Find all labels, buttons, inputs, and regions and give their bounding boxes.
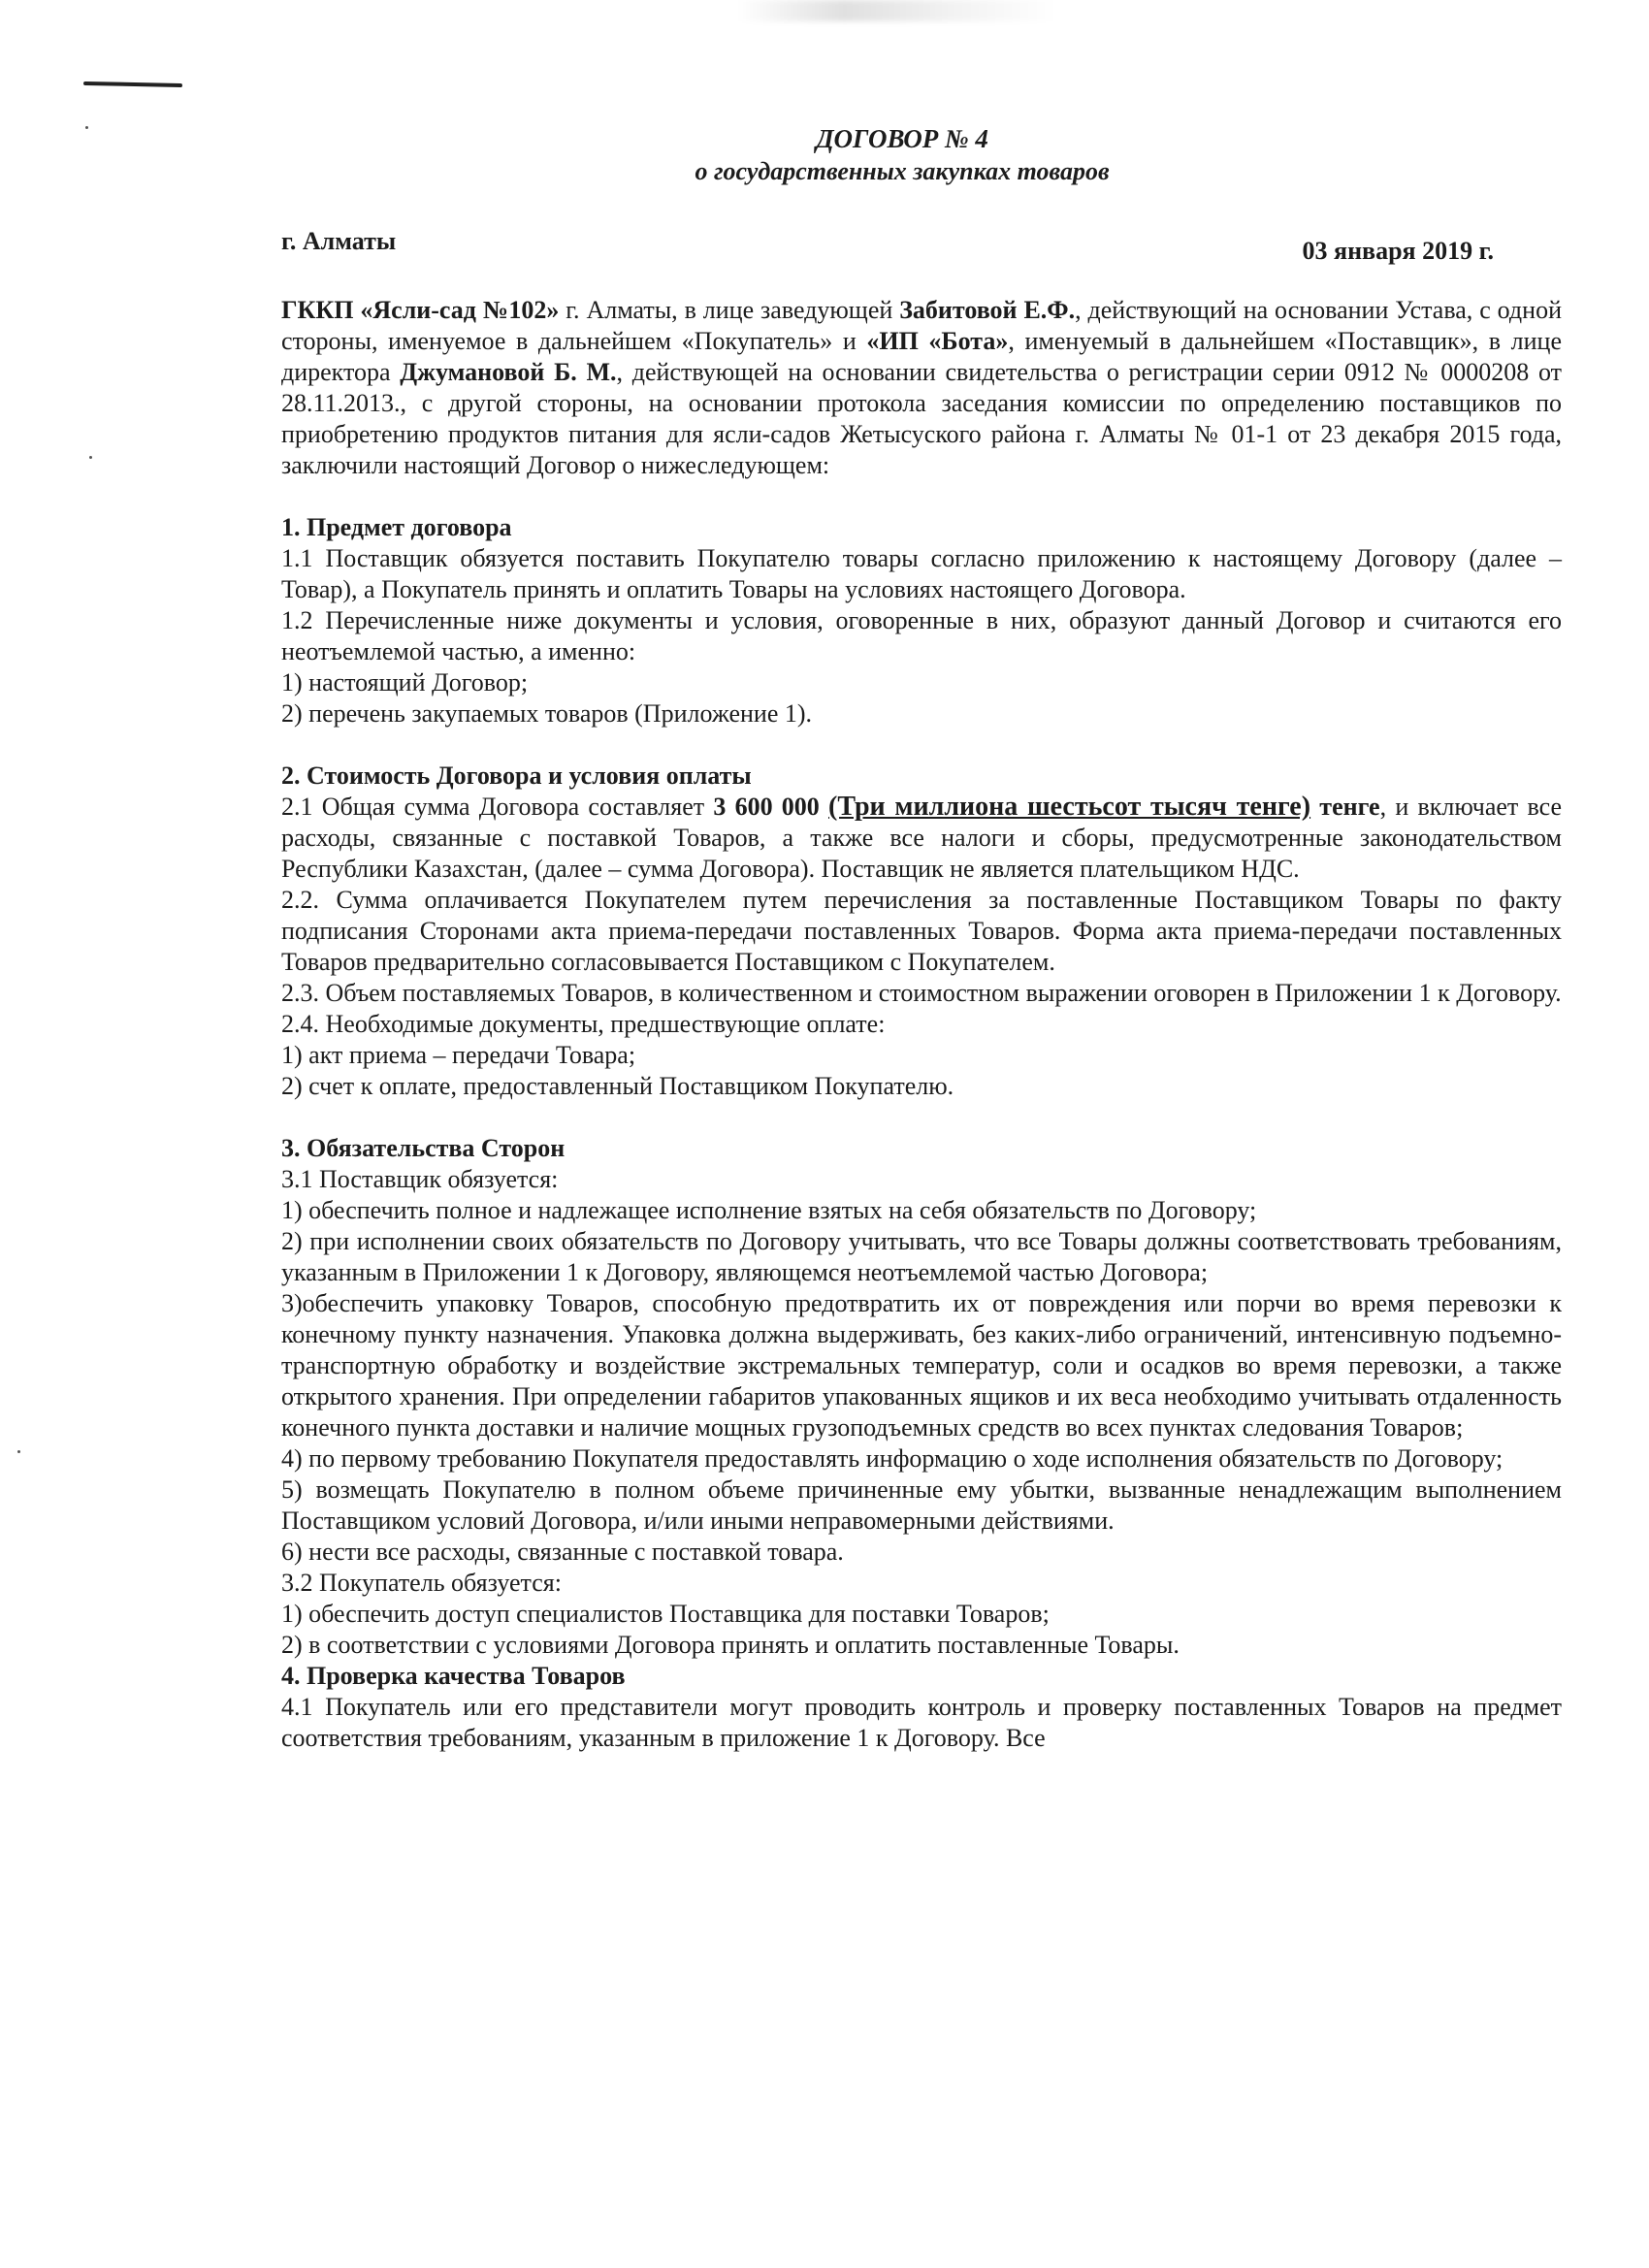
customer-head-name: Забитовой Е.Ф. xyxy=(899,296,1076,324)
list-item: 1) обеспечить доступ специалистов Поставщика для поставки Товаров; xyxy=(281,1600,1050,1628)
preamble-text-3: , именуемый в дальнейшем «Поставщик», в лице директора xyxy=(281,327,1562,386)
document-city: г. Алматы xyxy=(281,227,397,255)
clause-2-1-text-a: 2.1 Общая сумма Договора составляет xyxy=(281,793,714,821)
contract-currency: тенге xyxy=(1319,793,1380,821)
preamble-text-4: , действующей на основании свидетельства о регистрации серии 0912 № 0000208 от 28.11.2013., с другой стороны, на основании протокола заседания комиссии по определению поставщиков по приобретению продуктов питания для ясли-садов Жетысуского района г. Алматы № 01-1 от 23 декабря 2015 года, заключили настоящий Договор о нижеследующем: xyxy=(281,358,1562,479)
scan-smudge xyxy=(737,0,1057,21)
preamble-text-1: г. Алматы, в лице заведующей xyxy=(559,296,900,324)
section-4-heading: 4. Проверка качества Товаров xyxy=(281,1662,626,1690)
list-item: 2) в соответствии с условиями Договора принять и оплатить поставленные Товары. xyxy=(281,1631,1180,1659)
clause-3-1: 3.1 Поставщик обязуется: xyxy=(281,1165,559,1193)
contract-amount-words: (Три миллиона шестьсот тысяч тенге) xyxy=(828,792,1311,822)
spacer xyxy=(1310,793,1319,821)
list-item: 1) настоящий Договор; xyxy=(281,668,529,697)
clause-2-1-text-b: , и включает все расходы, связанные с поставкой Товаров, а также все налоги и сборы, предусмотренные законодательством Республики Казахстан, (далее – сумма Договора). Поставщик не является плательщиком НДС. xyxy=(281,793,1563,883)
clause-3-2: 3.2 Покупатель обязуется: xyxy=(281,1569,562,1597)
list-item: 1) акт приема – передачи Товара; xyxy=(281,1041,636,1069)
scan-dot xyxy=(89,456,92,459)
document-date: 03 января 2019 г. xyxy=(1302,237,1494,265)
section-3-heading: 3. Обязательства Сторон xyxy=(281,1134,566,1162)
document-title: ДОГОВОР № 4 xyxy=(816,124,988,153)
scan-dot xyxy=(85,126,88,129)
scan-mark xyxy=(83,81,182,87)
section-1-heading: 1. Предмет договора xyxy=(281,513,512,541)
spacer xyxy=(820,793,828,821)
clause-1-2: 1.2 Перечисленные ниже документы и условия, оговоренные в них, образуют данный Договор и считаются его неотъемлемой частью, а именно: xyxy=(281,606,1562,665)
place-date-row xyxy=(281,227,1523,266)
list-item: 5) возмещать Покупателю в полном объеме причиненные ему убытки, вызванные ненадлежащим выполнением Поставщиком условий Договора, и/или иными неправомерными действиями. xyxy=(281,1475,1562,1535)
document-header xyxy=(242,122,1562,188)
list-item: 2) счет к оплате, предоставленный Поставщиком Покупателю. xyxy=(281,1072,954,1100)
clause-1-1: 1.1 Поставщик обязуется поставить Покупателю товары согласно приложению к настоящему Договору (далее – Товар), а Покупатель принять и оплатить Товары на условиях настоящего Договора. xyxy=(281,544,1562,603)
document-body xyxy=(281,295,1562,1754)
list-item: 2) при исполнении своих обязательств по Договору учитывать, что все Товары должны соответствовать требованиям, указанным в Приложении 1 к Договору, являющемся неотъемлемой частью Договора; xyxy=(281,1227,1562,1286)
preamble xyxy=(281,295,1562,481)
list-item: 2) перечень закупаемых товаров (Приложение 1). xyxy=(281,699,813,728)
section-2-heading: 2. Стоимость Договора и условия оплаты xyxy=(281,761,752,790)
scan-dot xyxy=(17,1450,20,1453)
clause-4-1: 4.1 Покупатель или его представители могут проводить контроль и проверку поставленных Товаров на предмет соответствия требованиям, указанным в приложение 1 к Договору. Все xyxy=(281,1693,1562,1752)
supplier-name: «ИП «Бота» xyxy=(866,327,1009,355)
supplier-director-name: Джумановой Б. М. xyxy=(400,358,617,386)
document-page xyxy=(281,122,1562,1754)
list-item: 6) нести все расходы, связанные с поставкой товара. xyxy=(281,1538,844,1566)
list-item: 3)обеспечить упаковку Товаров, способную предотвратить их от повреждения или порчи во время перевозки к конечному пункту назначения. Упаковка должна выдерживать, без каких-либо ограничений, интенсивную подъемно-транспортную обработку и воздействие экстремальных температур, соли и осадков во время перевозки, а также открытого хранения. При определении габаритов упакованных ящиков и их веса необходимо учитывать отдаленность конечного пункта доставки и наличие мощных грузоподъемных средств во всех пунктах следования Товаров; xyxy=(281,1289,1562,1442)
list-item: 4) по первому требованию Покупателя предоставлять информацию о ходе исполнения обязательств по Договору; xyxy=(281,1444,1504,1473)
clause-2-2: 2.2. Сумма оплачивается Покупателем путем перечисления за поставленные Поставщиком Товары по факту подписания Сторонами акта приема-передачи поставленных Товаров. Форма акта приема-передачи поставленных Товаров предварительно согласовывается Поставщиком с Покупателем. xyxy=(281,886,1562,976)
document-subtitle: о государственных закупках товаров xyxy=(695,157,1110,185)
customer-org: ГККП «Ясли-сад №102» xyxy=(281,296,560,324)
list-item: 1) обеспечить полное и надлежащее исполнение взятых на себя обязательств по Договору; xyxy=(281,1196,1257,1224)
clause-2-4: 2.4. Необходимые документы, предшествующие оплате: xyxy=(281,1010,886,1038)
preamble-text-2: , действующий на основании Устава, с одной стороны, именуемое в дальнейшем «Покупатель» и xyxy=(281,296,1562,355)
clause-2-1 xyxy=(281,792,1562,885)
contract-amount: 3 600 000 xyxy=(713,793,820,821)
clause-2-3: 2.3. Объем поставляемых Товаров, в количественном и стоимостном выражении оговорен в Приложении 1 к Договору. xyxy=(281,979,1562,1007)
